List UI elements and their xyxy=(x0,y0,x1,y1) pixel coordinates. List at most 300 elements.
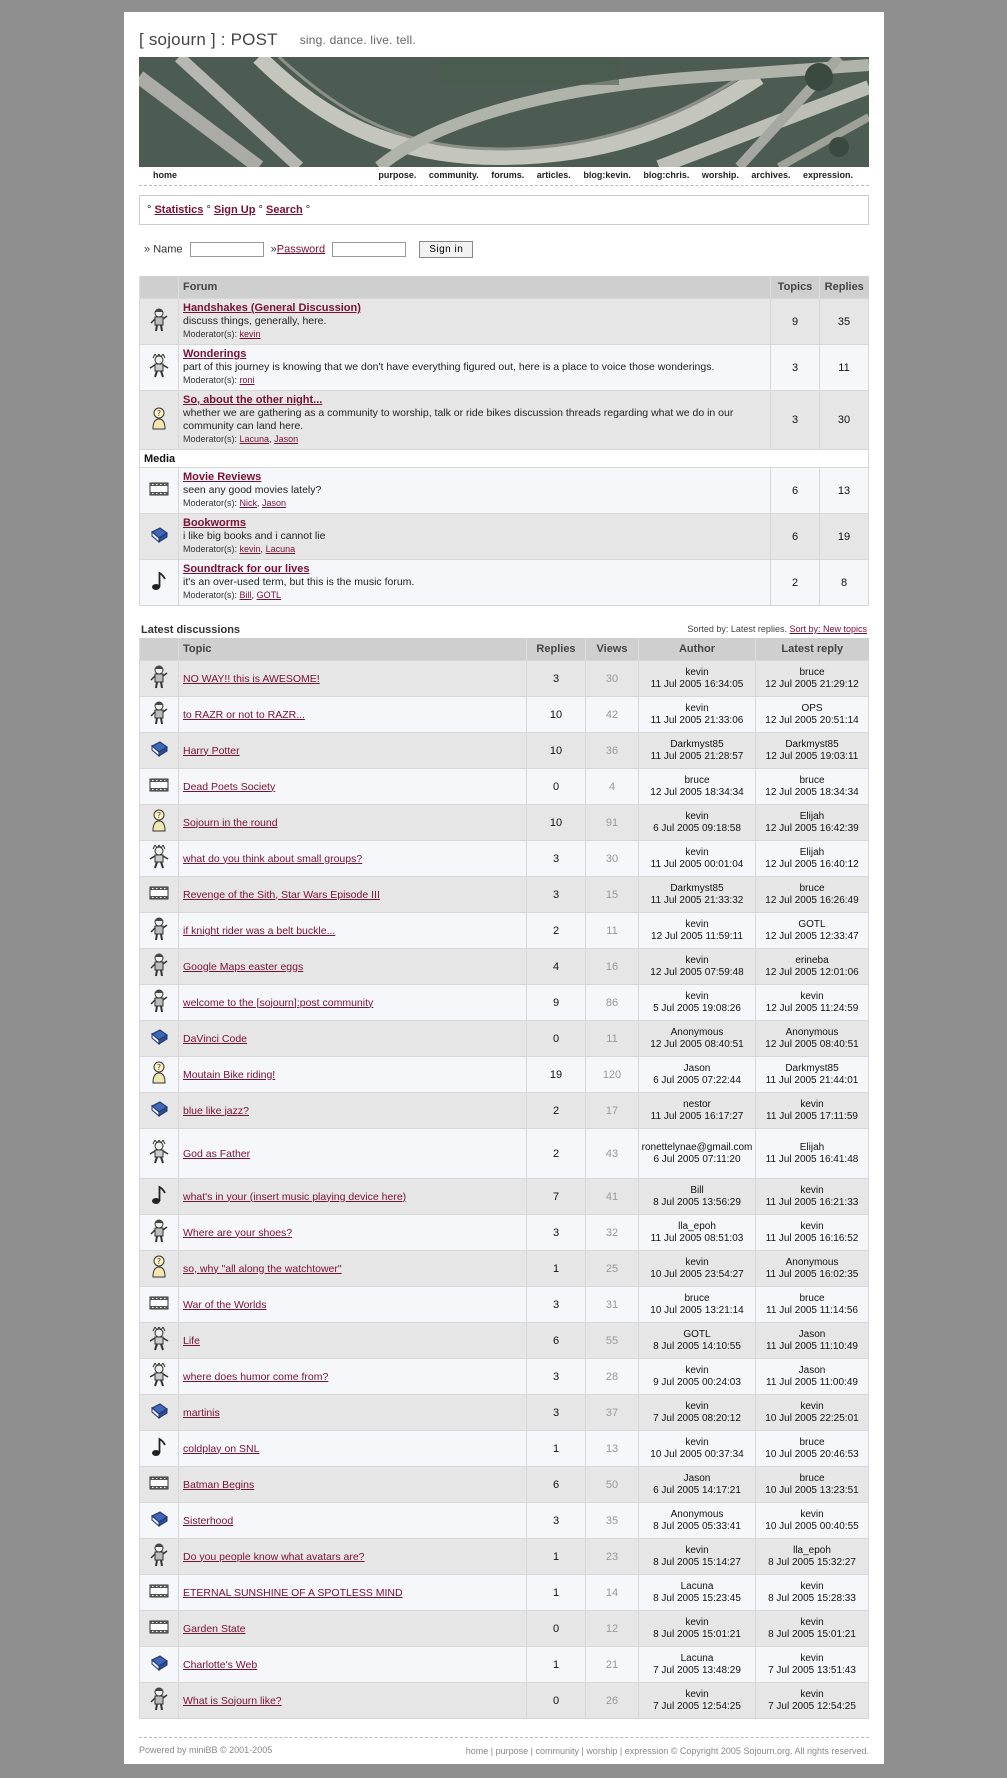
author-cell xyxy=(639,1611,756,1647)
discussion-icon-cell xyxy=(140,1539,179,1575)
topic-cell xyxy=(179,1251,527,1287)
latest-reply-cell xyxy=(756,877,869,913)
latest-reply-name: erineba xyxy=(795,954,829,966)
topic-cell xyxy=(179,805,527,841)
author-name: kevin xyxy=(685,702,709,714)
question-person-icon xyxy=(149,1061,169,1088)
nav-home[interactable]: home xyxy=(153,170,178,180)
replies-count: 19 xyxy=(527,1057,586,1093)
views-count: 50 xyxy=(586,1467,639,1503)
discussion-icon-cell xyxy=(140,1251,179,1287)
nav-expression[interactable]: expression. xyxy=(802,170,853,180)
person-icon xyxy=(150,953,168,980)
latest-reply-name: kevin xyxy=(800,1220,824,1232)
topic-link[interactable]: where does humor come from? xyxy=(183,1370,329,1383)
author-cell xyxy=(639,1647,756,1683)
author-date: 10 Jul 2005 23:54:27 xyxy=(650,1268,744,1280)
footer-link-purpose[interactable]: purpose xyxy=(495,1746,529,1756)
topic-link[interactable]: martinis xyxy=(183,1406,220,1419)
svg-text:?: ? xyxy=(156,1257,162,1266)
author-cell xyxy=(639,1359,756,1395)
replies-count: 2 xyxy=(527,913,586,949)
book-icon xyxy=(150,741,168,760)
nav-worship[interactable]: worship. xyxy=(701,170,739,180)
views-count: 30 xyxy=(586,661,639,697)
replies-count: 1 xyxy=(527,1575,586,1611)
views-column-header: Views xyxy=(586,638,639,661)
latest-reply-date: 10 Jul 2005 22:25:01 xyxy=(765,1412,859,1424)
author-name: kevin xyxy=(685,1436,709,1448)
discussion-row xyxy=(140,733,869,769)
topic-link[interactable]: Where are your shoes? xyxy=(183,1226,293,1239)
password-link[interactable]: Password xyxy=(276,243,326,256)
question-person-icon xyxy=(149,809,169,836)
topic-cell xyxy=(179,1395,527,1431)
highway-interchange-image xyxy=(139,57,869,167)
replies-count: 3 xyxy=(527,841,586,877)
music-note-icon xyxy=(151,1185,167,1208)
quick-links-box: ° Statistics ° Sign Up ° Search ° xyxy=(139,195,869,225)
discussion-icon-cell xyxy=(140,1215,179,1251)
replies-count: 3 xyxy=(527,877,586,913)
author-name: GOTL xyxy=(683,1328,711,1340)
topic-link[interactable]: Garden State xyxy=(183,1622,246,1635)
latest-reply-date: 11 Jul 2005 16:21:33 xyxy=(765,1196,859,1208)
nav-articles[interactable]: articles. xyxy=(536,170,571,180)
topic-cell xyxy=(179,1431,527,1467)
latest-reply-date: 11 Jul 2005 16:41:48 xyxy=(765,1153,859,1165)
moderator-link[interactable]: kevin xyxy=(239,329,261,339)
latest-reply-cell xyxy=(756,1467,869,1503)
topic-link[interactable]: Dead Poets Society xyxy=(183,780,276,793)
topic-link[interactable]: Charlotte's Web xyxy=(183,1658,258,1671)
latest-reply-name: Anonymous xyxy=(785,1256,839,1268)
latest-discussions-table xyxy=(139,638,869,1719)
topic-cell xyxy=(179,1129,527,1179)
author-cell xyxy=(639,1395,756,1431)
category-row xyxy=(140,450,869,468)
author-cell xyxy=(639,769,756,805)
author-date: 10 Jul 2005 13:21:14 xyxy=(650,1304,744,1316)
author-date: 12 Jul 2005 18:34:34 xyxy=(650,786,744,798)
nav-community[interactable]: community. xyxy=(428,170,479,180)
forum-description: discuss things, generally, here. xyxy=(183,315,327,327)
latest-reply-cell xyxy=(756,1323,869,1359)
views-count: 15 xyxy=(586,877,639,913)
forum-description: whether we are gathering as a community to worship, talk or ride bikes discussion threads regarding what we do in our community can land here. xyxy=(183,407,734,432)
moderator-link[interactable]: roni xyxy=(239,375,255,385)
author-date: 8 Jul 2005 15:23:45 xyxy=(653,1592,741,1604)
author-name: Lacuna xyxy=(680,1580,714,1592)
latest-reply-name: kevin xyxy=(800,1508,824,1520)
person-icon xyxy=(150,308,168,335)
forum-title-link[interactable]: So, about the other night... xyxy=(183,394,323,406)
author-cell xyxy=(639,1057,756,1093)
latest-reply-date: 8 Jul 2005 15:28:33 xyxy=(768,1592,856,1604)
topic-link[interactable]: What is Sojourn like? xyxy=(183,1694,282,1707)
book-icon xyxy=(150,527,168,546)
topic-cell xyxy=(179,1539,527,1575)
topic-link[interactable]: NO WAY!! this is AWESOME! xyxy=(183,672,320,685)
forum-topics-count: 6 xyxy=(771,468,820,514)
replies-count: 0 xyxy=(527,1683,586,1719)
forum-title-link[interactable]: Soundtrack for our lives xyxy=(183,563,310,575)
nav-purpose[interactable]: purpose. xyxy=(378,170,417,180)
latest-reply-date: 10 Jul 2005 20:46:53 xyxy=(765,1448,859,1460)
latest-reply-name: Darkmyst85 xyxy=(785,1062,839,1074)
discussion-row xyxy=(140,1057,869,1093)
author-cell xyxy=(639,1287,756,1323)
latest-reply-name: lla_epoh xyxy=(793,1544,831,1556)
discussion-icon-cell xyxy=(140,1467,179,1503)
sign-in-button[interactable]: Sign in xyxy=(419,241,473,258)
discussion-row xyxy=(140,841,869,877)
discussion-icon-cell xyxy=(140,1683,179,1719)
views-count: 86 xyxy=(586,985,639,1021)
topic-link[interactable]: Google Maps easter eggs xyxy=(183,960,304,973)
discussion-row xyxy=(140,1539,869,1575)
nav-blog-chris[interactable]: blog:chris. xyxy=(643,170,690,180)
discussion-row xyxy=(140,1647,869,1683)
replies-count: 6 xyxy=(527,1467,586,1503)
author-cell xyxy=(639,805,756,841)
forum-replies-count: 35 xyxy=(820,299,869,345)
author-cell xyxy=(639,1323,756,1359)
svg-text:?: ? xyxy=(156,408,162,418)
discussion-icon-cell xyxy=(140,1575,179,1611)
nav-forums[interactable]: forums. xyxy=(491,170,525,180)
topic-link[interactable]: if knight rider was a belt buckle... xyxy=(183,924,336,937)
author-cell xyxy=(639,1251,756,1287)
film-icon xyxy=(149,778,169,795)
forum-icon-cell xyxy=(140,560,179,606)
latest-reply-date: 12 Jul 2005 18:34:34 xyxy=(765,786,859,798)
latest-reply-cell xyxy=(756,1129,869,1179)
divider xyxy=(139,185,869,186)
name-input[interactable] xyxy=(190,242,264,257)
views-count: 41 xyxy=(586,1179,639,1215)
moderator-link[interactable]: kevin xyxy=(239,544,261,554)
discussion-row xyxy=(140,985,869,1021)
views-count: 28 xyxy=(586,1359,639,1395)
moderator-link[interactable]: Jason xyxy=(274,434,299,444)
replies-count: 6 xyxy=(527,1323,586,1359)
views-count: 26 xyxy=(586,1683,639,1719)
topic-link[interactable]: blue like jazz? xyxy=(183,1104,249,1117)
author-name: kevin xyxy=(685,1544,709,1556)
discussion-row xyxy=(140,1395,869,1431)
sort-new-topics-link[interactable]: Sort by: New topics xyxy=(789,624,867,634)
discussion-icon-cell xyxy=(140,769,179,805)
replies-count: 1 xyxy=(527,1431,586,1467)
latest-reply-cell xyxy=(756,1395,869,1431)
replies-count: 3 xyxy=(527,1215,586,1251)
latest-reply-date: 7 Jul 2005 13:51:43 xyxy=(768,1664,856,1676)
forum-icon-cell xyxy=(140,391,179,450)
author-date: 12 Jul 2005 11:59:11 xyxy=(651,930,743,942)
latest-reply-date: 8 Jul 2005 15:32:27 xyxy=(768,1556,856,1568)
forum-row xyxy=(140,391,869,450)
latest-reply-name: bruce xyxy=(799,774,825,786)
discussion-icon-cell xyxy=(140,1647,179,1683)
forum-topics-count: 3 xyxy=(771,391,820,450)
footer-link-worship[interactable]: worship xyxy=(586,1746,618,1756)
nav-archives[interactable]: archives. xyxy=(751,170,791,180)
discussion-row xyxy=(140,1021,869,1057)
views-count: 12 xyxy=(586,1611,639,1647)
views-count: 17 xyxy=(586,1093,639,1129)
author-name: Bill xyxy=(690,1184,704,1196)
discussion-icon-cell xyxy=(140,1323,179,1359)
topic-cell xyxy=(179,1287,527,1323)
author-cell xyxy=(639,1093,756,1129)
topic-link[interactable]: Life xyxy=(183,1334,200,1347)
author-cell xyxy=(639,1539,756,1575)
footer-link-community[interactable]: community xyxy=(535,1746,580,1756)
topic-link[interactable]: to RAZR or not to RAZR... xyxy=(183,708,305,721)
topic-cell xyxy=(179,1093,527,1129)
latest-reply-cell xyxy=(756,949,869,985)
forum-title-link[interactable]: Movie Reviews xyxy=(183,471,262,483)
forum-replies-count: 30 xyxy=(820,391,869,450)
film-icon xyxy=(149,1296,169,1313)
latest-reply-name: kevin xyxy=(800,1688,824,1700)
views-count: 4 xyxy=(586,769,639,805)
replies-count: 10 xyxy=(527,733,586,769)
moderator-label: Moderator(s): xyxy=(183,375,238,385)
forum-title-link[interactable]: Wonderings xyxy=(183,348,247,360)
discussion-icon-cell xyxy=(140,733,179,769)
nav-links xyxy=(372,170,853,180)
login-form xyxy=(144,241,473,258)
views-count: 36 xyxy=(586,733,639,769)
author-date: 8 Jul 2005 14:10:55 xyxy=(653,1340,741,1352)
discussion-row xyxy=(140,1359,869,1395)
author-cell xyxy=(639,661,756,697)
latest-reply-cell xyxy=(756,661,869,697)
author-date: 12 Jul 2005 07:59:48 xyxy=(650,966,744,978)
latest-reply-cell xyxy=(756,985,869,1021)
discussion-row xyxy=(140,913,869,949)
author-name: bruce xyxy=(684,1292,710,1304)
author-name: kevin xyxy=(685,1688,709,1700)
latest-reply-cell xyxy=(756,1431,869,1467)
forum-title-link[interactable]: Handshakes (General Discussion) xyxy=(183,302,361,314)
svg-text:?: ? xyxy=(156,1063,162,1072)
replies-count: 0 xyxy=(527,1611,586,1647)
replies-count: 1 xyxy=(527,1251,586,1287)
topic-link[interactable]: what do you think about small groups? xyxy=(183,852,363,865)
topic-link[interactable]: Sojourn in the round xyxy=(183,816,278,829)
replies-count: 0 xyxy=(527,1021,586,1057)
nav-blog-kevin[interactable]: blog:kevin. xyxy=(583,170,631,180)
replies-count: 3 xyxy=(527,1287,586,1323)
replies-count: 1 xyxy=(527,1539,586,1575)
replies-column-header: Replies xyxy=(820,276,869,299)
discussion-row xyxy=(140,1683,869,1719)
statistics-link[interactable]: Statistics xyxy=(154,204,204,216)
latest-reply-name: bruce xyxy=(799,666,825,678)
discussion-row xyxy=(140,1129,869,1179)
latest-reply-column-header: Latest reply xyxy=(756,638,869,661)
author-cell xyxy=(639,1575,756,1611)
topic-cell xyxy=(179,877,527,913)
author-cell xyxy=(639,1129,756,1179)
footer-link-home[interactable]: home xyxy=(465,1746,489,1756)
topic-cell xyxy=(179,661,527,697)
discussion-icon-cell xyxy=(140,805,179,841)
forum-title-link[interactable]: Bookworms xyxy=(183,517,246,529)
signup-link[interactable]: Sign Up xyxy=(213,204,256,216)
site-brand[interactable]: [ sojourn ] : POST xyxy=(139,30,278,49)
discussion-icon-cell xyxy=(140,697,179,733)
latest-reply-date: 11 Jul 2005 16:02:35 xyxy=(765,1268,859,1280)
latest-reply-cell xyxy=(756,913,869,949)
film-icon xyxy=(149,1584,169,1601)
moderator-link[interactable]: Nick xyxy=(239,498,258,508)
question-person-icon xyxy=(149,1255,169,1282)
author-date: 5 Jul 2005 19:08:26 xyxy=(653,1002,741,1014)
replies-count: 3 xyxy=(527,1503,586,1539)
latest-reply-cell xyxy=(756,697,869,733)
topic-link[interactable]: what's in your (insert music playing device here) xyxy=(183,1190,407,1203)
latest-reply-cell xyxy=(756,1647,869,1683)
latest-reply-date: 11 Jul 2005 11:10:49 xyxy=(766,1340,858,1352)
latest-reply-cell xyxy=(756,805,869,841)
discussion-icon-cell xyxy=(140,1395,179,1431)
moderator-label: Moderator(s): xyxy=(183,434,238,444)
discussion-icon-cell xyxy=(140,1287,179,1323)
author-date: 7 Jul 2005 08:20:12 xyxy=(653,1412,741,1424)
views-count: 14 xyxy=(586,1575,639,1611)
moderator-link[interactable]: Lacuna xyxy=(239,434,270,444)
latest-reply-date: 12 Jul 2005 08:40:51 xyxy=(765,1038,859,1050)
latest-reply-name: bruce xyxy=(799,1436,825,1448)
topics-column-header: Topics xyxy=(771,276,820,299)
author-name: kevin xyxy=(685,1400,709,1412)
topic-link[interactable]: so, why "all along the watchtower" xyxy=(183,1262,342,1275)
topic-link[interactable]: God as Father xyxy=(183,1147,251,1160)
latest-reply-date: 12 Jul 2005 12:33:47 xyxy=(765,930,859,942)
topic-link[interactable]: Moutain Bike riding! xyxy=(183,1068,276,1081)
discussion-row xyxy=(140,1093,869,1129)
author-date: 7 Jul 2005 12:54:25 xyxy=(653,1700,741,1712)
author-date: 6 Jul 2005 07:11:20 xyxy=(653,1153,741,1165)
book-icon xyxy=(150,1511,168,1530)
topic-link[interactable]: coldplay on SNL xyxy=(183,1442,260,1455)
forum-icon-cell xyxy=(140,299,179,345)
author-date: 11 Jul 2005 16:17:27 xyxy=(650,1110,744,1122)
film-icon xyxy=(149,886,169,903)
forum-info: Bookworms i like big books and i cannot lie Moderator(s): kevin, Lacuna xyxy=(179,514,771,560)
forum-replies-count: 8 xyxy=(820,560,869,606)
author-date: 11 Jul 2005 08:51:03 xyxy=(650,1232,744,1244)
discussion-row xyxy=(140,1503,869,1539)
site-header xyxy=(139,30,416,50)
discussion-row xyxy=(140,1467,869,1503)
author-date: 11 Jul 2005 00:01:04 xyxy=(650,858,744,870)
latest-reply-name: GOTL xyxy=(798,918,826,930)
forum-row xyxy=(140,560,869,606)
latest-reply-date: 11 Jul 2005 11:14:56 xyxy=(766,1304,858,1316)
author-cell xyxy=(639,1021,756,1057)
top-navigation xyxy=(139,167,869,181)
topic-link[interactable]: War of the Worlds xyxy=(183,1298,267,1311)
topic-link[interactable]: Batman Begins xyxy=(183,1478,255,1491)
author-date: 6 Jul 2005 09:18:58 xyxy=(653,822,741,834)
spiky-hair-person-icon xyxy=(149,845,169,872)
moderator-label: Moderator(s): xyxy=(183,498,238,508)
search-link[interactable]: Search xyxy=(265,204,303,216)
moderator-link[interactable]: Bill xyxy=(239,590,252,600)
topic-cell xyxy=(179,913,527,949)
views-count: 16 xyxy=(586,949,639,985)
discussion-row xyxy=(140,949,869,985)
person-icon xyxy=(150,1543,168,1570)
author-cell xyxy=(639,1431,756,1467)
latest-reply-date: 12 Jul 2005 16:40:12 xyxy=(765,858,859,870)
forum-table-header xyxy=(140,276,869,299)
powered-by: Powered by miniBB © 2001-2005 xyxy=(139,1745,273,1755)
discussion-row xyxy=(140,1431,869,1467)
latest-reply-name: kevin xyxy=(800,1580,824,1592)
latest-reply-name: Jason xyxy=(798,1364,826,1376)
forum-info: So, about the other night... whether we are gathering as a community to worship, talk or ride bikes discussion threads regarding what we do in our community can land here. Moderator(s): Lacuna, Jason xyxy=(179,391,771,450)
views-count: 23 xyxy=(586,1539,639,1575)
password-input[interactable] xyxy=(332,242,406,257)
person-icon xyxy=(150,917,168,944)
moderator-link[interactable]: GOTL xyxy=(256,590,282,600)
topic-link[interactable]: DaVinci Code xyxy=(183,1032,248,1045)
topic-link[interactable]: ETERNAL SUNSHINE OF A SPOTLESS MIND xyxy=(183,1586,403,1599)
author-cell xyxy=(639,913,756,949)
latest-reply-cell xyxy=(756,1057,869,1093)
replies-column-header: Replies xyxy=(527,638,586,661)
topic-cell xyxy=(179,1647,527,1683)
book-icon xyxy=(150,1029,168,1048)
topic-link[interactable]: Do you people know what avatars are? xyxy=(183,1550,365,1563)
topic-link[interactable]: Harry Potter xyxy=(183,744,240,757)
moderator-link[interactable]: Lacuna xyxy=(265,544,296,554)
forum-description: it's an over-used term, but this is the music forum. xyxy=(183,576,415,588)
author-date: 12 Jul 2005 08:40:51 xyxy=(650,1038,744,1050)
views-count: 21 xyxy=(586,1647,639,1683)
views-count: 120 xyxy=(586,1057,639,1093)
moderator-link[interactable]: Jason xyxy=(262,498,287,508)
discussion-icon-cell xyxy=(140,913,179,949)
author-name: Darkmyst85 xyxy=(670,882,724,894)
forum-column-header: Forum xyxy=(179,276,771,299)
footer-divider xyxy=(139,1737,869,1738)
views-count: 37 xyxy=(586,1395,639,1431)
footer-link-expression[interactable]: expression xyxy=(624,1746,669,1756)
spiky-hair-person-icon xyxy=(149,1327,169,1354)
discussion-icon-cell xyxy=(140,949,179,985)
latest-reply-cell xyxy=(756,1021,869,1057)
latest-reply-date: 12 Jul 2005 16:26:49 xyxy=(765,894,859,906)
discussion-icon-cell xyxy=(140,1503,179,1539)
latest-reply-name: bruce xyxy=(799,1292,825,1304)
author-date: 11 Jul 2005 16:34:05 xyxy=(650,678,744,690)
topic-link[interactable]: Sisterhood xyxy=(183,1514,234,1527)
topic-cell xyxy=(179,733,527,769)
topic-link[interactable]: Revenge of the Sith, Star Wars Episode III xyxy=(183,888,380,901)
replies-count: 10 xyxy=(527,697,586,733)
topic-link[interactable]: welcome to the [sojourn]:post community xyxy=(183,996,374,1009)
discussion-icon-cell xyxy=(140,1431,179,1467)
moderator-label: Moderator(s): xyxy=(183,590,238,600)
latest-reply-name: bruce xyxy=(799,882,825,894)
